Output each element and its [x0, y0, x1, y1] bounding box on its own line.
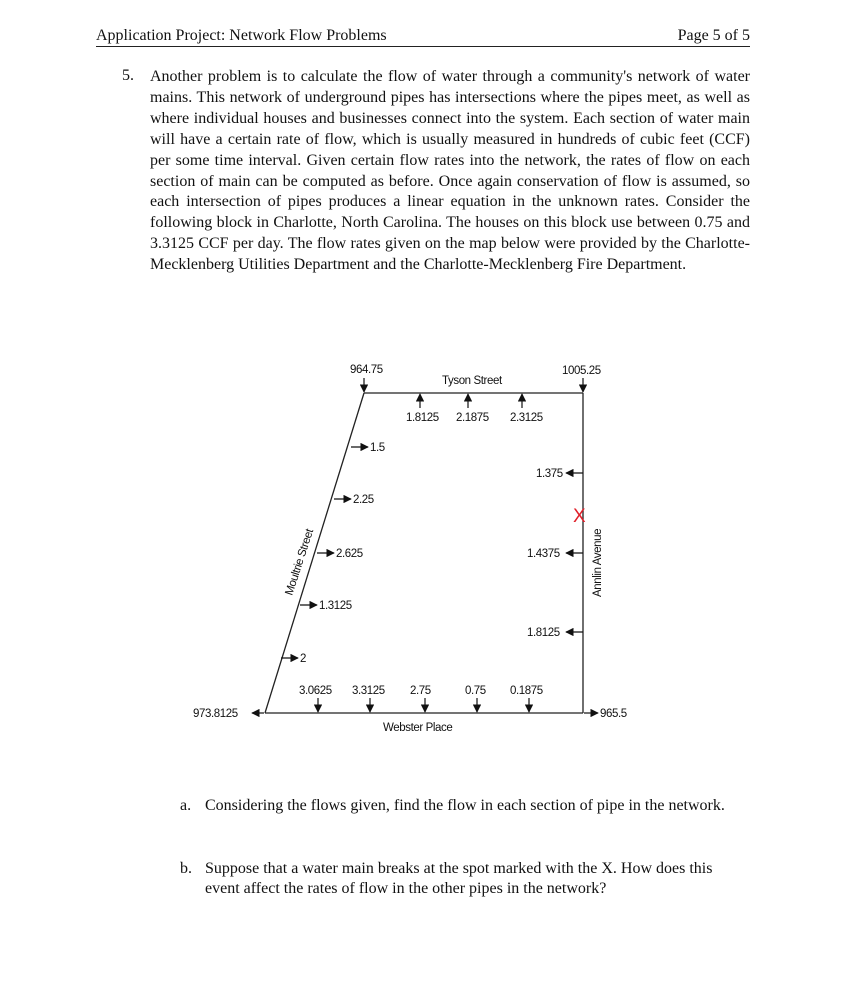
- problem-number: 5.: [122, 67, 134, 84]
- bottom-flow-label: 0.1875: [510, 685, 543, 697]
- page-number: Page 5 of 5: [677, 27, 750, 44]
- water-main-break-marker: X: [573, 506, 586, 527]
- left-flow-label: 2.25: [353, 494, 374, 506]
- question-label: a.: [180, 797, 192, 814]
- corner-bottom-left-label: 973.8125: [193, 708, 238, 720]
- left-flow-label: 2: [300, 653, 306, 665]
- corner-bottom-right-label: 965.5: [600, 708, 627, 720]
- left-flow-label: 2.625: [336, 548, 363, 560]
- right-flow-label: 1.375: [536, 468, 563, 480]
- bottom-flow-label: 2.75: [410, 685, 431, 697]
- question-text: Suppose that a water main breaks at the spot marked with the X. How does this event affect the rates of flow in the other pipes in the network?: [205, 860, 713, 897]
- right-flow-arrows: [566, 473, 583, 632]
- corner-top-right-label: 1005.25: [562, 365, 601, 377]
- bottom-flow-label: 3.0625: [299, 685, 332, 697]
- right-flow-label: 1.8125: [527, 627, 560, 639]
- bottom-flow-label: 3.3125: [352, 685, 385, 697]
- top-flow-label: 2.1875: [456, 412, 489, 424]
- question-text: Considering the flows given, find the flow in each section of pipe in the network.: [205, 797, 725, 814]
- right-flow-label: 1.4375: [527, 548, 560, 560]
- bottom-flow-arrows: [318, 698, 529, 712]
- problem-text: Another problem is to calculate the flow of water through a community's network of water mains. This network of underground pipes has intersections where the pipes meet, as well as where individual houses and businesses connect into the system. Each section of water main will have a certain rate of flow, which is usually measured in hundreds of cubic feet (CCF) per some time interval. Given certain flow rates into the network, the rates of flow on each section of main can be computed as before. Once again conservation of flow is assumed, so each intersection of pipes produces a linear equation in the unknown rates. Consider the following block in Charlotte, North Carolina. The houses on this block use between 0.75 and 3.3125 CCF per day. The flow rates given on the map below were provided by the Charlotte-Mecklenberg Utilities Department and the Charlotte-Mecklenberg Fire Department.: [150, 68, 750, 274]
- top-flow-label: 1.8125: [406, 412, 439, 424]
- question-label: b.: [180, 860, 192, 877]
- top-flow-arrows: [420, 394, 522, 408]
- street-label-annlin: Annlin Avenue: [592, 528, 604, 597]
- street-label-tyson: Tyson Street: [442, 375, 502, 387]
- street-label-webster: Webster Place: [383, 722, 453, 734]
- document-title: Application Project: Network Flow Problems: [96, 27, 387, 44]
- corner-top-left-label: 964.75: [350, 364, 383, 376]
- bottom-flow-label: 0.75: [465, 685, 486, 697]
- street-label-moultrie: Moultrie Street: [283, 527, 317, 597]
- left-flow-label: 1.5: [370, 442, 385, 454]
- left-flow-label: 1.3125: [319, 600, 352, 612]
- top-flow-label: 2.3125: [510, 412, 543, 424]
